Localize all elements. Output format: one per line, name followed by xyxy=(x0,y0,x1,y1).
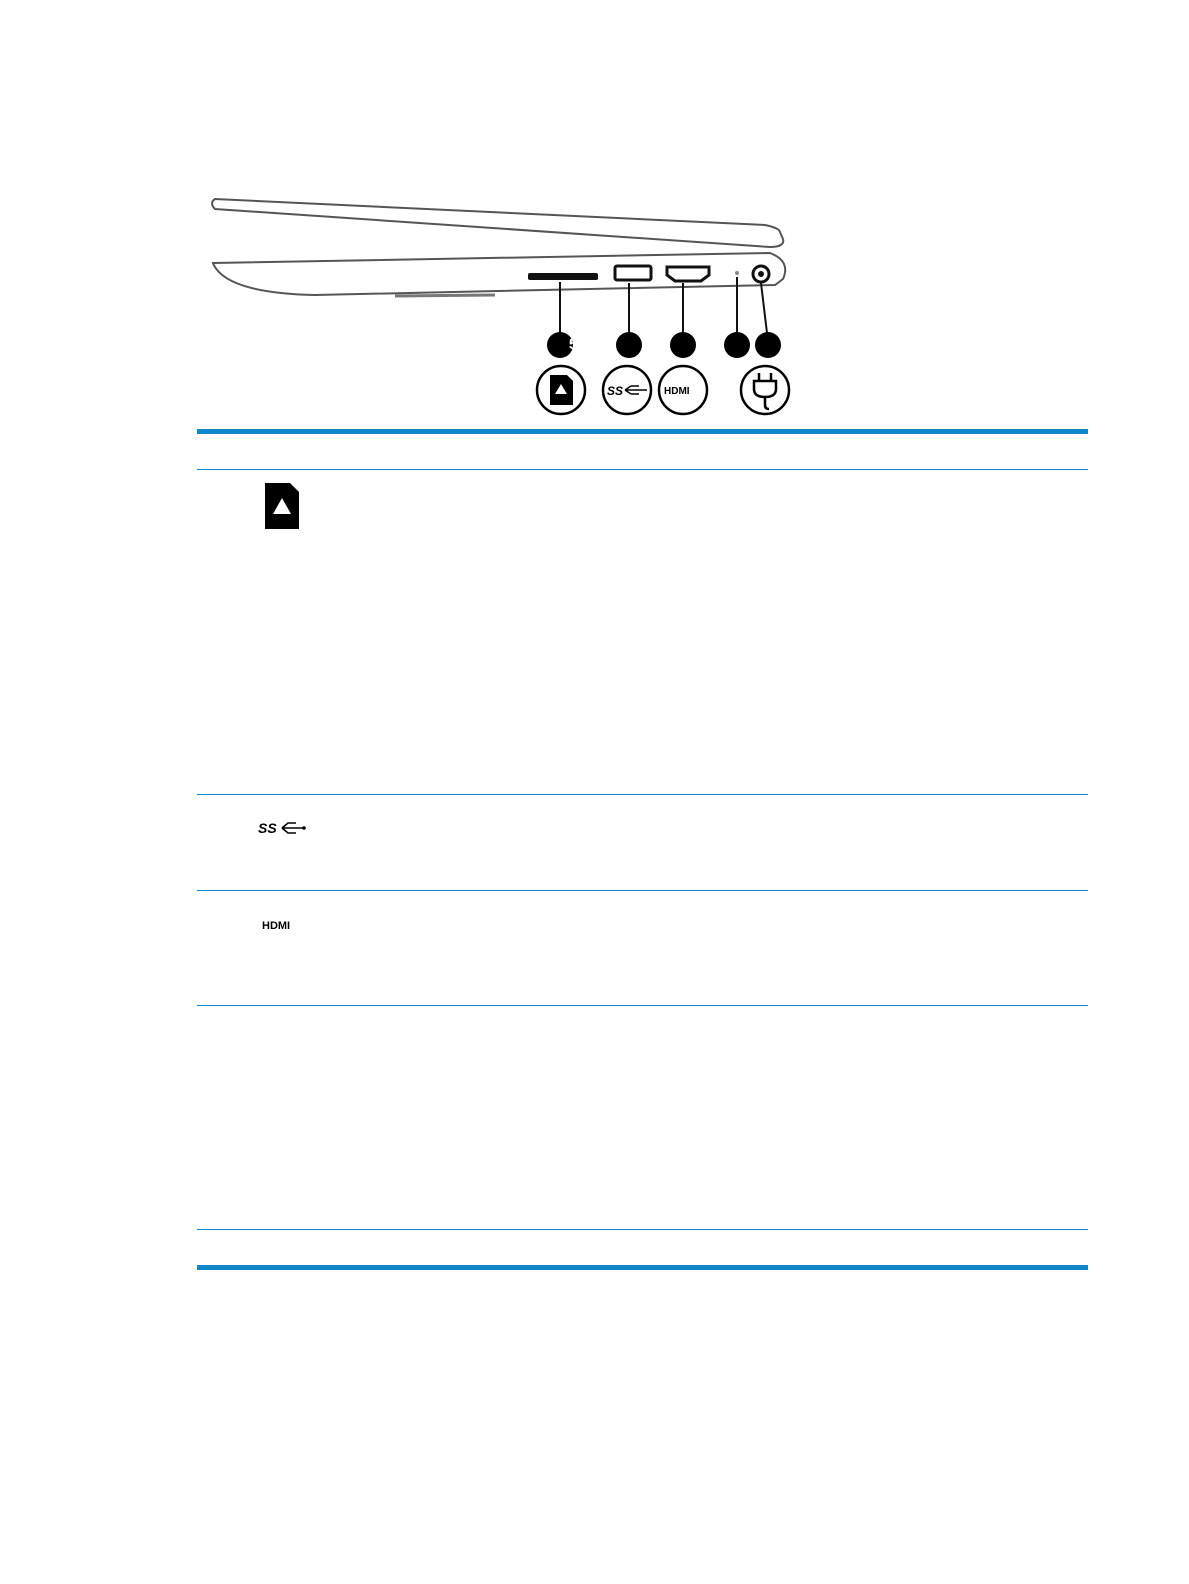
table-row xyxy=(262,918,306,932)
usb-port-shape xyxy=(615,266,651,280)
table-bottom-rule xyxy=(197,1265,1088,1270)
callout-5-badge xyxy=(755,332,781,358)
table-row xyxy=(264,482,300,530)
table-row-divider xyxy=(197,890,1088,891)
callout-3-number: 3 xyxy=(483,336,493,353)
laptop-lid xyxy=(212,199,783,247)
table-row xyxy=(258,818,306,838)
hdmi-icon xyxy=(262,918,306,932)
usb-ss-icon xyxy=(258,818,306,838)
laptop-base xyxy=(213,253,785,295)
table-header-rule xyxy=(197,469,1088,470)
svg-text:HDMI: HDMI xyxy=(262,920,291,932)
callout-4-number: 4 xyxy=(537,336,547,353)
table-row-divider xyxy=(197,794,1088,795)
laptop-illustration xyxy=(195,175,815,425)
callout-1-number: 1 xyxy=(360,336,370,353)
laptop-foot xyxy=(395,295,495,296)
callout-5-number: 5 xyxy=(568,336,578,353)
table-row-divider xyxy=(197,1229,1088,1230)
svg-text:HDMI: HDMI xyxy=(664,386,690,397)
callout-5-leader xyxy=(761,283,767,333)
laptop-right-side-figure xyxy=(195,175,815,425)
svg-text:SS: SS xyxy=(258,820,277,836)
callout-2-number: 2 xyxy=(429,336,439,353)
callout-2-badge xyxy=(616,332,642,358)
card-slot xyxy=(528,273,598,280)
table-top-rule xyxy=(197,429,1088,434)
ac-light-dot xyxy=(735,271,739,275)
callout-3-badge xyxy=(670,332,696,358)
sd-card-icon xyxy=(264,482,300,530)
callout-4-badge xyxy=(724,332,750,358)
table-row-divider xyxy=(197,1005,1088,1006)
hdmi-port-shape xyxy=(667,267,709,281)
svg-text:SS: SS xyxy=(607,384,624,398)
